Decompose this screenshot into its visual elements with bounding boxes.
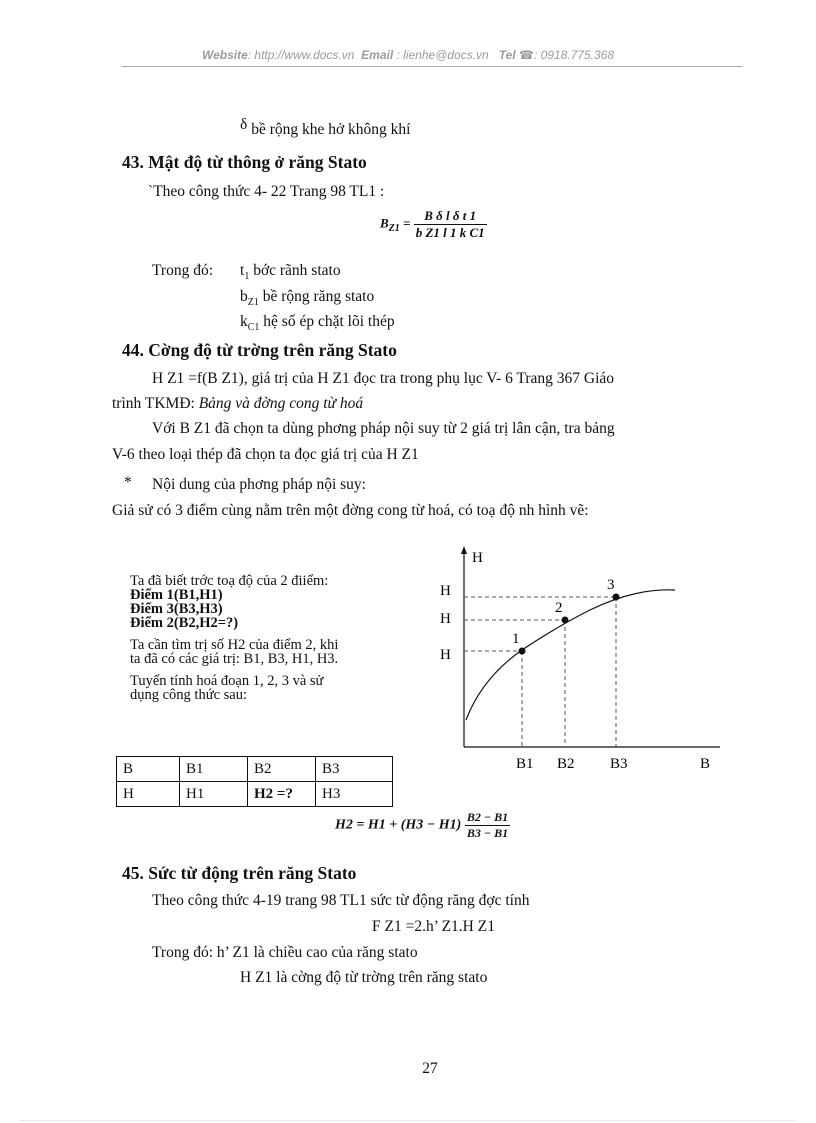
magnetization-curve-chart: [430, 540, 730, 780]
email-label: Email: [361, 48, 394, 62]
definition-t1: $t_1$ bớc rãnh stato: [240, 262, 341, 283]
header-divider: [122, 66, 742, 67]
delta-definition: δ bề rộng khe hở không khí: [240, 116, 411, 138]
bz1-numerator: B δ l δ t 1: [414, 208, 487, 225]
definition-bz1: $b_{Z1}$ bề rộng răng stato: [240, 288, 375, 309]
page-header: [0, 48, 816, 62]
point-3-marker: [613, 594, 620, 601]
section-44-paragraph-2-line-1: Với B Z1 đã chọn ta dùng phơng pháp nội suy từ 2 giá trị lân cận, tra bảng: [152, 420, 615, 437]
table-cell: H2 =?: [248, 782, 316, 807]
h2-formula: H2 = H1 + (H3 − H1) $\frac{B2 - B1}{B3 - B1}$: [335, 810, 509, 840]
tel-label: Tel: [498, 48, 516, 62]
x-tick-b3: B3: [610, 756, 628, 772]
section-45-where: Trong đó: h’ Z1 là chiều cao của răng stato: [152, 944, 418, 961]
interp-line-6: ta đã có các giá trị: B1, B3, H1, H3.: [130, 651, 339, 667]
section-45-where-2: H Z1 là cờng độ từ trờng trên răng stato: [240, 969, 488, 986]
section-44-paragraph-3-line-1: Nội dung của phơng pháp nội suy:: [152, 476, 366, 493]
interp-point-1: Điểm 1(B1,H1): [130, 587, 223, 603]
section-45-paragraph: Theo công thức 4-19 trang 98 TL1 sức từ động răng đợc tính: [152, 892, 530, 909]
table-cell: B: [117, 757, 180, 782]
section-44-paragraph-3-line-2: Giả sử có 3 điểm cùng nằm trên một đờng cong từ hoá, có toạ độ nh hình vẽ:: [112, 502, 589, 519]
h2-denominator: B3 − B1: [466, 826, 509, 840]
footer-divider: [20, 1120, 796, 1121]
point-1-marker: [519, 648, 526, 655]
y-tick-h2: H: [440, 611, 451, 627]
bz1-denominator: b Z1 l 1 k C1: [415, 225, 485, 240]
interp-point-3: Điểm 3(B3,H3): [130, 601, 223, 617]
email-value[interactable]: : lienhe@docs.vn: [396, 48, 489, 62]
interp-line-7: Tuyến tính hoá đoạn 1, 2, 3 và sử: [130, 673, 324, 689]
delta-symbol: δ: [240, 116, 248, 133]
table-cell: B3: [316, 757, 393, 782]
interp-point-2: Điểm 2(B2,H2=?): [130, 615, 239, 631]
interp-line-1: Ta đã biết trớc toạ độ của 2 điiểm:: [130, 573, 329, 589]
table-cell: B1: [180, 757, 248, 782]
fz1-equation: F Z1 =2.h’ Z1.H Z1: [372, 918, 495, 935]
phone-icon: ☎: [519, 48, 534, 62]
section-43-heading: 43. Mật độ từ thông ở răng Stato: [122, 152, 367, 172]
interp-line-8: dụng công thức sau:: [130, 687, 247, 703]
table-cell: H: [117, 782, 180, 807]
website-value[interactable]: : http://www.docs.vn: [247, 48, 355, 62]
curve-reference: Bảng và đờng cong từ hoá: [198, 395, 364, 412]
table-cell: B2: [248, 757, 316, 782]
section-43-reference: `Theo công thức 4- 22 Trang 98 TL1 :: [148, 183, 385, 200]
y-axis-label: H: [472, 550, 483, 566]
interp-line-5: Ta cần tìm trị số H2 của điểm 2, khi: [130, 637, 339, 653]
page-number: 27: [422, 1060, 438, 1077]
y-tick-h3: H: [440, 583, 451, 599]
point-2-marker: [562, 617, 569, 624]
tel-value: : 0918.775.368: [533, 48, 615, 62]
x-tick-b2: B2: [557, 756, 575, 772]
y-axis-arrow-icon: [461, 546, 467, 554]
table-cell: H3: [316, 782, 393, 807]
table-row: [117, 757, 393, 782]
website-label: Website: [201, 48, 248, 62]
point-1-label: 1: [512, 631, 520, 647]
bh-table: [116, 756, 393, 807]
section-44-paragraph-1-line-1: H Z1 =f(B Z1), giá trị của H Z1 đọc tra trong phụ lục V- 6 Trang 367 Giáo: [152, 370, 615, 387]
y-tick-h1: H: [440, 647, 451, 663]
point-3-label: 3: [607, 577, 615, 593]
section-44-paragraph-1-line-2: trình TKMĐ: Bảng và đờng cong từ hoá: [112, 395, 364, 412]
bz1-formula: $B_{Z1}$ = $\frac{\text{B δ l δ t 1}}{\text{b Z1 l 1 k C1}}$: [380, 208, 485, 240]
section-43-where-label: Trong đó:: [152, 262, 214, 279]
section-44-heading: 44. Cờng độ từ trờng trên răng Stato: [122, 340, 397, 360]
section-44-paragraph-2-line-2: V-6 theo loại thép đã chọn ta đọc giá trị của H Z1: [112, 446, 419, 463]
h2-numerator: B2 − B1: [466, 810, 509, 824]
section-45-heading: 45. Sức từ động trên răng Stato: [122, 863, 357, 883]
point-2-label: 2: [555, 600, 563, 616]
x-axis-label: B: [700, 756, 711, 772]
bullet-marker: *: [124, 474, 132, 491]
x-tick-b1: B1: [516, 756, 534, 772]
magnetization-curve: [466, 590, 675, 720]
table-row: [117, 782, 393, 807]
definition-kc1: $k_{C1}$ hệ số ép chặt lõi thép: [240, 313, 395, 334]
table-cell: H1: [180, 782, 248, 807]
